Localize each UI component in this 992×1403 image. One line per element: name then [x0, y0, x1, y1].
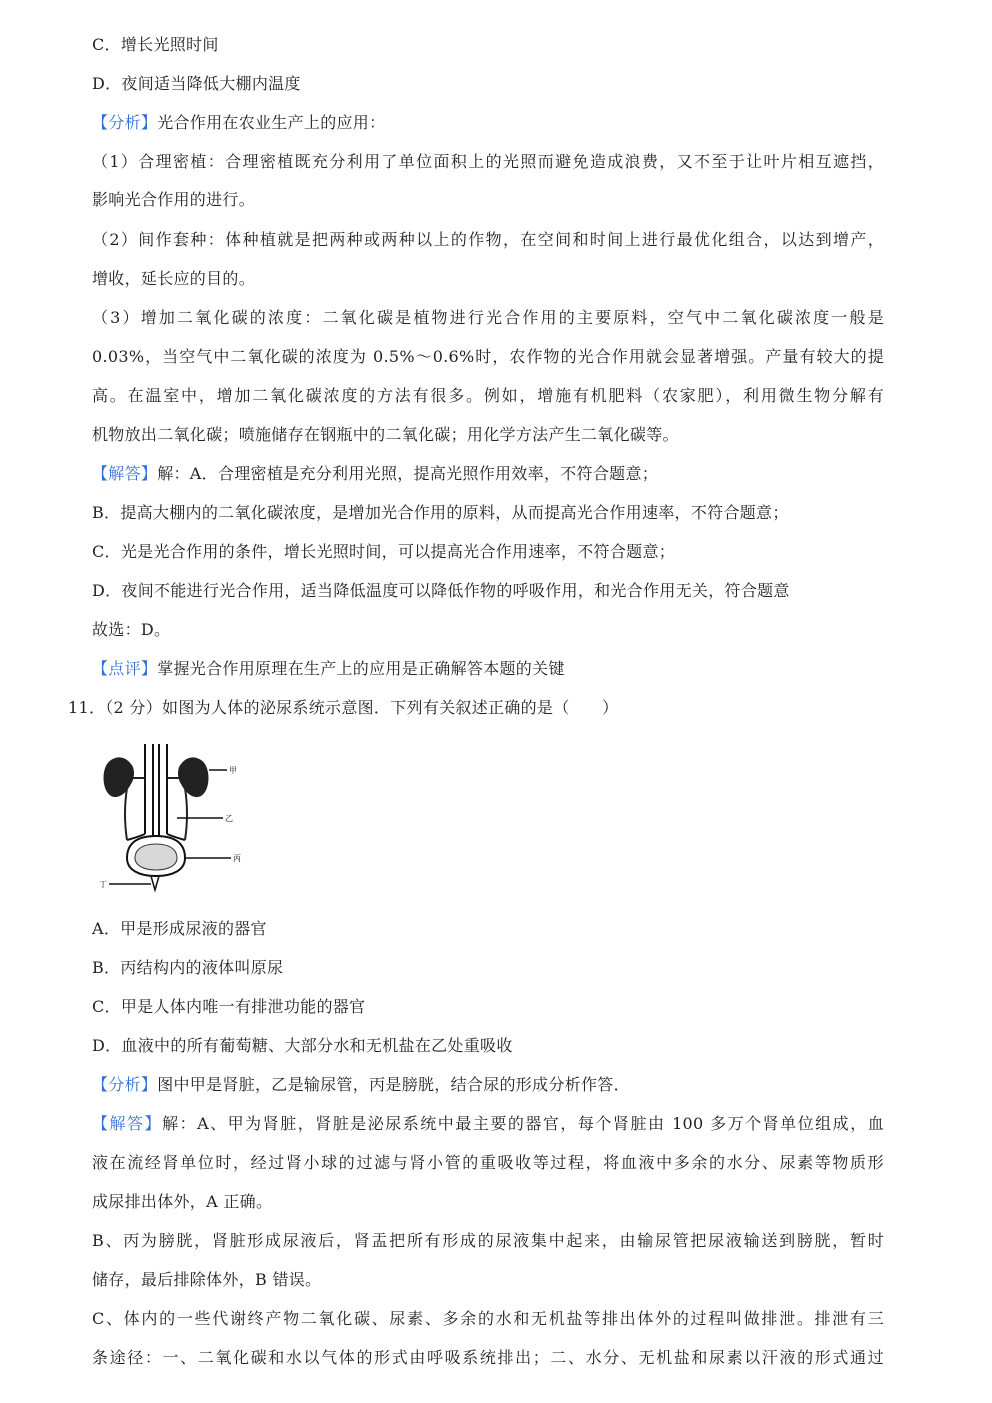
q11-stem: 11．（2 分）如图为人体的泌尿系统示意图．下列有关叙述正确的是（ ） [68, 698, 619, 717]
right-kidney-shape [178, 757, 209, 797]
comment-text: 掌握光合作用原理在生产上的应用是正确解答本题的关键 [157, 659, 565, 678]
label-yi: 乙 [225, 814, 233, 823]
analysis-p3-line2: 0.03%，当空气中二氧化碳的浓度为 0.5%～0.6%时，农作物的光合作用就会显著增强。产量有较大的提 [92, 347, 884, 366]
q11-answer-c-line1: C、体内的一些代谢终产物二氧化碳、尿素、多余的水和无机盐等排出体外的过程叫做排泄。排泄有三 [92, 1309, 884, 1328]
analysis-p1-line2: 影响光合作用的进行。 [92, 190, 256, 209]
label-jia: 甲 [229, 766, 237, 775]
left-kidney-shape [104, 757, 135, 797]
answer-b: B．提高大棚内的二氧化碳浓度，是增加光合作用的原料，从而提高光合作用速率，不符合题意； [92, 503, 789, 522]
q11-analysis-text: 图中甲是肾脏，乙是输尿管，丙是膀胱，结合尿的形成分析作答． [157, 1075, 630, 1094]
q11-option-c: C．甲是人体内唯一有排泄功能的器官 [92, 997, 366, 1016]
answer-d: D．夜间不能进行光合作用，适当降低温度可以降低作物的呼吸作用，和光合作用无关，符合题意 [92, 581, 790, 600]
urinary-system-figure [97, 738, 249, 898]
q11-answer-b-line2: 储存，最后排除体外，B 错误。 [92, 1270, 322, 1289]
analysis-p1-line1: （1）合理密植：合理密植既充分利用了单位面积上的光照而避免造成浪费，又不至于让叶片相互遮挡， [92, 152, 884, 171]
analysis-intro: 光合作用在农业生产上的应用： [157, 113, 386, 132]
label-ding: 丁 [99, 880, 107, 889]
q11-answer-c-line2: 条途径：一、二氧化碳和水以气体的形式由呼吸系统排出；二、水分、无机盐和尿素以汗液的形式通过 [92, 1348, 884, 1367]
analysis-tag: 【分析】 [92, 113, 158, 132]
analysis-p3-line1: （3）增加二氧化碳的浓度：二氧化碳是植物进行光合作用的主要原料，空气中二氧化碳浓度一般是 [92, 308, 884, 327]
answer-a: 解：A．合理密植是充分利用光照，提高光照作用效率，不符合题意； [157, 464, 659, 483]
q11-answer-a-line2: 液在流经肾单位时，经过肾小球的过滤与肾小管的重吸收等过程，将血液中多余的水分、尿素等物质形 [92, 1153, 884, 1172]
q10-analysis-line [92, 112, 884, 134]
q11-analysis-line [92, 1074, 884, 1096]
analysis-p3-line4: 机物放出二氧化碳；喷施储存在钢瓶中的二氧化碳；用化学方法产生二氧化碳等。 [92, 425, 679, 444]
label-bing: 丙 [233, 854, 241, 863]
q11-answer-a-line1 [92, 1113, 884, 1135]
q11-answer-a-text: 解：A、甲为肾脏，肾脏是泌尿系统中最主要的器官，每个肾脏由 100 多万个肾单位组成，血 [162, 1114, 885, 1133]
q11-option-b: B．丙结构内的液体叫原尿 [92, 958, 284, 977]
analysis-p2-line1: （2）间作套种：体种植就是把两种或两种以上的作物，在空间和时间上进行最优化组合，以达到增产， [92, 230, 884, 249]
q11-option-a: A．甲是形成尿液的器官 [92, 919, 267, 938]
q11-answer-b-line1: B、丙为膀胱，肾脏形成尿液后，肾盂把所有形成的尿液集中起来，由输尿管把尿液输送到膀胱，暂时 [92, 1231, 884, 1250]
q10-option-d: D．夜间适当降低大棚内温度 [92, 74, 301, 93]
q10-option-c: C．增长光照时间 [92, 35, 219, 54]
analysis-p2-line2: 增收，延长应的目的。 [92, 269, 256, 288]
comment-tag: 【点评】 [92, 659, 158, 678]
q10-comment-line [92, 658, 884, 680]
q11-analysis-tag: 【分析】 [92, 1075, 158, 1094]
q11-option-d: D．血液中的所有葡萄糖、大部分水和无机盐在乙处重吸收 [92, 1036, 513, 1055]
q10-answer-line-a [92, 463, 884, 485]
analysis-p3-line3: 高。在温室中，增加二氧化碳浓度的方法有很多。例如，增施有机肥料（农家肥），利用微生物分解有 [92, 386, 884, 405]
q11-answer-a-line3: 成尿排出体外，A 正确。 [92, 1192, 273, 1211]
answer-tag: 【解答】 [92, 464, 158, 483]
answer-c: C．光是光合作用的条件，增长光照时间，可以提高光合作用速率，不符合题意； [92, 542, 676, 561]
answer-choice: 故选：D。 [92, 620, 171, 639]
q11-answer-tag: 【解答】 [92, 1114, 163, 1133]
